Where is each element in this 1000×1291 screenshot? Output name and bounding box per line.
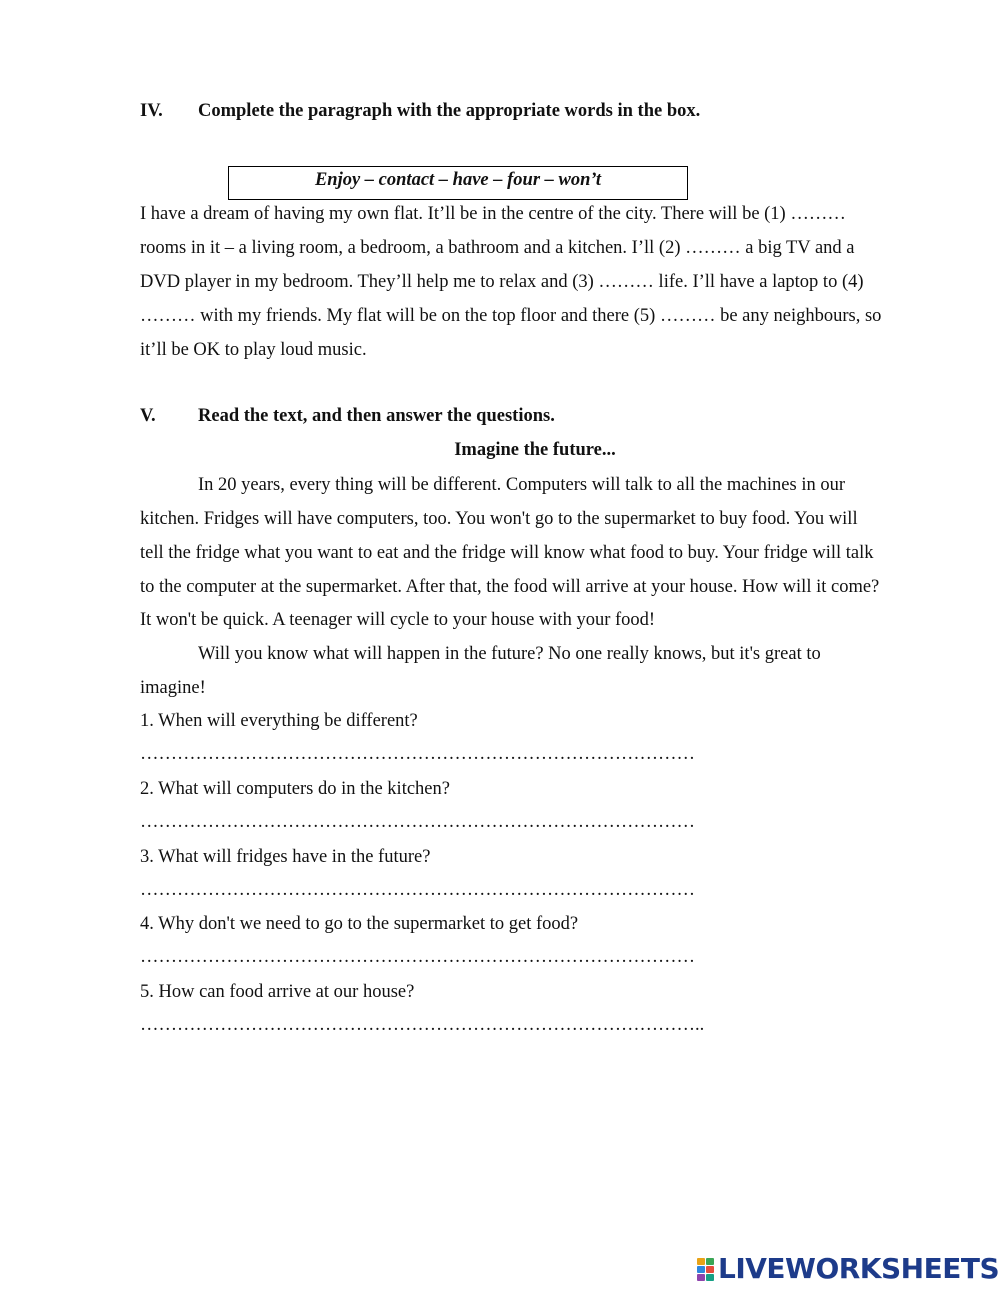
question-3: 3. What will fridges have in the future?	[140, 847, 431, 867]
question-1: 1. When will everything be different?	[140, 711, 418, 731]
answer-line-5[interactable]: ………………………………………………………………………………..	[140, 1015, 705, 1035]
section-5-heading: Read the text, and then answer the questions.	[198, 406, 555, 426]
logo-blocks-icon	[697, 1258, 714, 1281]
reading-line: tell the fridge what you want to eat and the fridge will know what food to buy. Your fridge will talk	[140, 543, 874, 563]
reading-line: kitchen. Fridges will have computers, too. You won't go to the supermarket to buy food. You will	[140, 509, 858, 529]
answer-line-1[interactable]: ………………………………………………………………………………	[140, 744, 695, 764]
liveworksheets-logo	[697, 1254, 999, 1284]
question-4: 4. Why don't we need to go to the supermarket to get food?	[140, 914, 579, 934]
answer-line-4[interactable]: ………………………………………………………………………………	[140, 947, 695, 967]
answer-line-3[interactable]: ………………………………………………………………………………	[140, 880, 695, 900]
answer-line-2[interactable]: ………………………………………………………………………………	[140, 812, 695, 832]
reading-line: In 20 years, every thing will be different. Computers will talk to all the machines in our	[198, 475, 846, 495]
paragraph-line: ……… with my friends. My flat will be on the top floor and there (5) ……… be any neighbours, so	[140, 306, 882, 326]
logo-text: LIVEWORKSHEETS	[718, 1252, 1000, 1285]
paragraph-line: it’ll be OK to play loud music.	[140, 340, 367, 360]
reading-line: Will you know what will happen in the future? No one really knows, but it's great to	[198, 644, 821, 664]
section-5-numeral: V.	[140, 406, 156, 426]
reading-line: imagine!	[140, 678, 206, 698]
section-4-numeral: IV.	[140, 101, 163, 121]
word-box: Enjoy – contact – have – four – won’t	[228, 166, 688, 200]
question-5: 5. How can food arrive at our house?	[140, 982, 415, 1002]
reading-title: Imagine the future...	[454, 440, 616, 460]
paragraph-line: rooms in it – a living room, a bedroom, a bathroom and a kitchen. I’ll (2) ……… a big TV and a	[140, 238, 855, 258]
paragraph-line: I have a dream of having my own flat. It’ll be in the centre of the city. There will be (1) ………	[140, 204, 846, 224]
reading-line: to the computer at the supermarket. After that, the food will arrive at your house. How will it come?	[140, 577, 880, 597]
reading-line: It won't be quick. A teenager will cycle to your house with your food!	[140, 610, 656, 630]
section-4-heading: Complete the paragraph with the appropriate words in the box.	[198, 101, 701, 121]
paragraph-line: DVD player in my bedroom. They’ll help me to relax and (3) ……… life. I’ll have a laptop to (4)	[140, 272, 864, 292]
question-2: 2. What will computers do in the kitchen?	[140, 779, 450, 799]
